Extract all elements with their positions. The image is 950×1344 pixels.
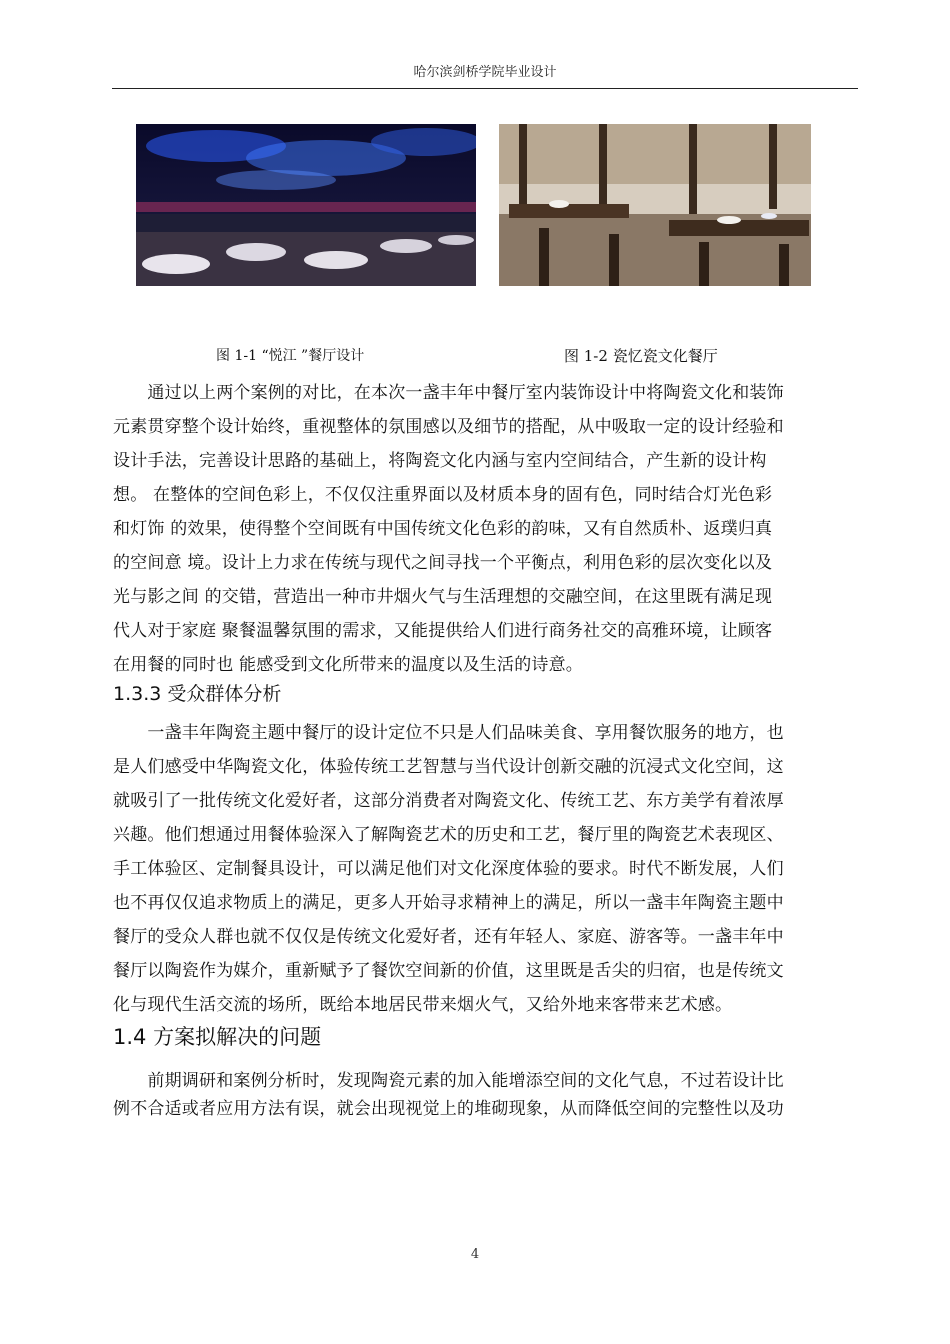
page-header: 哈尔滨剑桥学院毕业设计 <box>112 58 858 89</box>
paragraph-audience-analysis: 一盏丰年陶瓷主题中餐厅的设计定位不只是人们品味美食、享用餐饮服务的地方，也 是人们感受中华陶瓷文化，体验传统工艺智慧与当代设计创新交融的沉浸式文化空间，这 就吸引了一批传统文化爱好者，这部分消费者对陶瓷文化、传统工艺、东方美学有着浓厚 兴趣。他们想通过用餐体验深入了解陶瓷艺术的历史和工艺，餐厅里的陶瓷艺术表现区、 手工体验区、定制餐具设计，可以满足他们对文化深度体验的要求。时代不断发展，人们 也不再仅仅追求物质上的满足，更多人开始寻求精神上的满足，所以一盏丰年陶瓷主题中 餐厅的受众人群也就不仅仅是传统文化爱好者，还有年轻人、家庭、游客等。一盏丰年中 餐厅以陶瓷作为媒介，重新赋予了餐饮空间新的价值，这里既是舌尖的归宿，也是传统文 化与现代生活交流的场所，既给本地居民带来烟火气，又给外地来客带来艺术感。 <box>113 723 784 1015</box>
page-number: 4 <box>470 1247 480 1262</box>
figure-caption-2: 图 1-2 瓷忆瓷文化餐厅 <box>564 347 718 365</box>
figure-caption-1: 图 1-1 “悦江 ”餐厅设计 <box>216 348 365 364</box>
restaurant-photo-ciyi <box>499 124 811 286</box>
paragraph-case-comparison: 通过以上两个案例的对比，在本次一盏丰年中餐厅室内装饰设计中将陶瓷文化和装饰 元素贯穿整个设计始终，重视整体的氛围感以及细节的搭配，从中吸取一定的设计经验和 设计手法，完善设计思路的基础上，将陶瓷文化内涵与室内空间结合，产生新的设计构 想。 在整体的空间色彩上，不仅仅注重界面以及材质本身的固有色，同时结合灯光色彩 和灯饰 的效果，使得整个空间既有中国传统文化色彩的韵味，又有自然质朴、返璞归真 的空间意 境。设计上力求在传统与现代之间寻找一个平衡点，利用色彩的层次变化以及 光与影之间 的交错，营造出一种市井烟火气与生活理想的交融空间，在这里既有满足现 代人对于家庭 聚餐温馨氛围的需求，又能提供给人们进行商务社交的高雅环境，让顾客 在用餐的同时也 能感受到文化所带来的温度以及生活的诗意。 <box>113 383 784 675</box>
paragraph-problems: 前期调研和案例分析时，发现陶瓷元素的加入能增添空间的文化气息，不过若设计比 例不合适或者应用方法有误，就会出现视觉上的堆砌现象，从而降低空间的完整性以及功 <box>113 1071 784 1119</box>
section-heading-1-3-3: 1.3.3 受众群体分析 <box>113 683 282 705</box>
restaurant-photo-yuejiang <box>136 124 476 286</box>
section-heading-1-4: 1.4 方案拟解决的问题 <box>113 1025 322 1049</box>
